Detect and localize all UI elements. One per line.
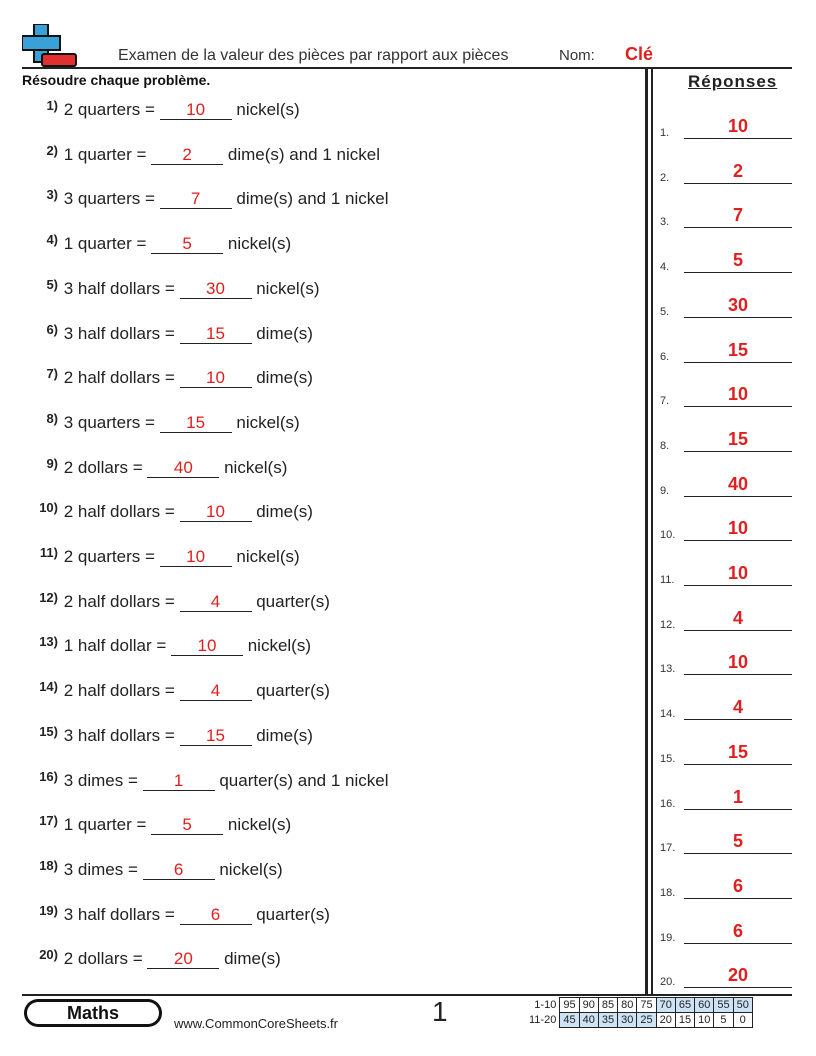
answer-row (660, 247, 792, 273)
problem-text: 3 dimes = (59, 770, 143, 790)
problem-text: 3 quarters = (59, 189, 160, 209)
problem-answer-blank: 7 (160, 189, 232, 209)
problem-answer-blank: 10 (160, 100, 232, 120)
answer-number: 9. (660, 484, 670, 497)
problem-row (22, 142, 380, 173)
answer-value: 7 (732, 205, 743, 226)
answer-row (660, 828, 792, 854)
score-cell: 40 (579, 1013, 598, 1028)
score-cell: 50 (733, 998, 752, 1013)
problem-unit: nickel(s) (223, 815, 292, 835)
problem-number: 11) (39, 545, 58, 560)
problem-text: 2 dollars = (59, 457, 148, 477)
score-row (526, 1013, 752, 1028)
problem-number: 19) (39, 902, 58, 918)
problem-text: 3 half dollars = (59, 904, 180, 924)
answer-row (660, 113, 792, 139)
problem-row (22, 681, 330, 709)
problem-row (22, 768, 389, 799)
answer-number: 3. (660, 216, 670, 229)
score-cell: 60 (695, 998, 714, 1013)
problem-row (22, 455, 288, 486)
instructions: Résoudre chaque problème. (22, 72, 211, 88)
answer-number: 16. (660, 797, 676, 810)
answer-value: 4 (732, 607, 743, 628)
problem-text: 1 quarter = (59, 234, 152, 254)
answer-line (684, 496, 792, 497)
problem-answer-blank: 10 (180, 368, 252, 388)
problem-number: 3) (46, 187, 58, 203)
problem-text: 1 quarter = (59, 144, 152, 164)
answer-value: 10 (727, 384, 749, 405)
problem-answer-blank: 4 (180, 681, 252, 701)
answer-number: 8. (660, 439, 670, 452)
plus-minus-logo-icon (22, 24, 78, 68)
problem-row (22, 321, 313, 352)
problem-number: 9) (46, 455, 58, 471)
score-cell: 35 (598, 1013, 617, 1028)
problem-row (22, 234, 291, 262)
problem-unit: quarter(s) (251, 681, 330, 701)
answer-line (684, 898, 792, 899)
answer-line (684, 943, 792, 944)
answer-value: 1 (732, 786, 743, 807)
answer-row (660, 784, 792, 810)
score-range-label: 1-10 (534, 999, 557, 1011)
score-cell: 30 (618, 1013, 637, 1028)
problem-row (22, 547, 300, 575)
problem-text: 2 half dollars = (59, 591, 180, 611)
score-cell: 75 (637, 998, 656, 1013)
answer-number: 5. (660, 305, 670, 318)
answer-row (660, 158, 792, 184)
answer-row (660, 873, 792, 899)
problem-row (22, 636, 311, 664)
problem-unit: dime(s) and 1 nickel (231, 189, 389, 209)
answer-line (684, 585, 792, 586)
score-cell: 65 (675, 998, 694, 1013)
answer-line (684, 853, 792, 854)
answer-row (660, 605, 792, 631)
answer-number: 19. (660, 931, 676, 944)
problem-row (22, 100, 300, 128)
footer-divider (22, 994, 792, 996)
answer-value: 15 (727, 428, 749, 449)
answer-value: 10 (727, 518, 749, 539)
score-cell: 20 (656, 1013, 675, 1028)
problem-row (22, 189, 388, 217)
problem-unit: quarter(s) and 1 nickel (214, 770, 389, 790)
score-cell: 85 (598, 998, 617, 1013)
problem-number: 1) (46, 98, 58, 113)
answer-number: 1. (660, 127, 670, 139)
answer-row (660, 292, 792, 318)
problem-unit: nickel(s) (231, 547, 300, 566)
answer-number: 13. (660, 663, 676, 676)
answer-line (684, 317, 792, 318)
answer-line (684, 183, 792, 184)
problem-text: 3 half dollars = (59, 278, 180, 298)
problem-row (22, 410, 300, 441)
answer-number: 10. (660, 529, 676, 542)
page-number: 1 (432, 996, 448, 1027)
answer-row (660, 694, 792, 720)
score-row (526, 998, 752, 1013)
answer-row (660, 337, 792, 363)
answer-row (660, 202, 792, 228)
answer-number: 17. (660, 842, 676, 855)
problem-row (22, 502, 313, 530)
score-cell: 15 (675, 1013, 694, 1028)
problem-answer-blank: 40 (147, 458, 219, 478)
problem-unit: dime(s) (251, 323, 313, 343)
problem-text: 3 half dollars = (59, 323, 180, 343)
problem-row (22, 723, 313, 754)
worksheet-title: Examen de la valeur des pièces par rapport aux pièces (118, 47, 509, 64)
problem-unit: nickel(s) (214, 859, 283, 879)
problem-row (22, 368, 313, 396)
score-cell: 70 (656, 998, 675, 1013)
score-cell: 45 (560, 1013, 579, 1028)
problem-text: 1 quarter = (59, 815, 152, 835)
score-cell: 80 (618, 998, 637, 1013)
answer-number: 12. (660, 618, 676, 631)
answer-value: 5 (732, 831, 743, 852)
problem-row (22, 902, 330, 933)
problem-answer-blank: 10 (180, 502, 252, 522)
problem-text: 2 quarters = (59, 547, 160, 566)
score-cell: 95 (560, 998, 579, 1013)
problem-row (22, 949, 281, 977)
problem-number: 4) (46, 232, 58, 248)
problem-number: 15) (39, 723, 58, 739)
answer-line (684, 809, 792, 810)
answer-number: 14. (660, 708, 676, 721)
problem-number: 10) (39, 500, 58, 516)
score-cell: 90 (579, 998, 598, 1013)
problem-text: 3 dimes = (59, 859, 143, 879)
problem-number: 13) (39, 634, 58, 650)
answer-value: 6 (732, 920, 743, 941)
answer-number: 11. (660, 574, 675, 586)
problem-unit: nickel(s) (231, 100, 300, 119)
answer-row (660, 649, 792, 675)
problem-answer-blank: 2 (151, 145, 223, 165)
answer-number: 15. (660, 752, 676, 765)
answer-row (660, 962, 792, 988)
answer-line (684, 630, 792, 631)
problem-number: 8) (46, 410, 58, 426)
problem-number: 6) (46, 321, 58, 337)
answer-number: 2. (660, 171, 670, 184)
answer-number: 6. (660, 350, 670, 363)
problem-unit: quarter(s) (251, 904, 330, 924)
answer-value: 6 (732, 875, 743, 896)
problem-row (22, 857, 283, 888)
problem-unit: dime(s) (251, 368, 313, 388)
answer-row (660, 560, 792, 586)
answer-number: 4. (660, 261, 670, 274)
answer-line (684, 227, 792, 228)
answer-value: 10 (727, 652, 749, 673)
score-cell: 5 (714, 1013, 733, 1028)
problem-unit: dime(s) (251, 725, 313, 745)
answer-row (660, 471, 792, 497)
answer-line (684, 987, 792, 988)
problem-text: 2 half dollars = (59, 681, 180, 701)
answer-row (660, 918, 792, 944)
problem-row (22, 815, 291, 843)
problem-number: 2) (46, 142, 58, 158)
problem-number: 5) (46, 276, 58, 292)
answer-line (684, 540, 792, 541)
answer-line (684, 406, 792, 407)
problem-number: 18) (39, 857, 58, 873)
problem-unit: dime(s) (251, 502, 313, 522)
problem-unit: nickel(s) (251, 278, 320, 298)
problem-answer-blank: 4 (180, 592, 252, 612)
answer-value: 30 (727, 294, 749, 315)
score-cell: 25 (637, 1013, 656, 1028)
answers-heading: Réponses (688, 72, 778, 91)
answer-value: 5 (732, 250, 743, 271)
problem-answer-blank: 10 (160, 547, 232, 567)
problem-number: 7) (46, 366, 58, 382)
answer-key-label: Clé (625, 44, 654, 64)
header-divider (22, 67, 792, 69)
problem-text: 2 half dollars = (59, 368, 180, 388)
problem-answer-blank: 15 (180, 726, 252, 746)
score-cell: 10 (695, 1013, 714, 1028)
score-cell: 0 (733, 1013, 752, 1028)
problem-number: 20) (39, 947, 58, 963)
problem-answer-blank: 6 (180, 905, 252, 925)
problem-unit: quarter(s) (251, 591, 330, 611)
answer-value: 40 (727, 473, 749, 494)
problem-answer-blank: 1 (143, 771, 215, 791)
problem-unit: dime(s) (219, 949, 281, 969)
problem-number: 16) (39, 768, 58, 784)
problem-text: 1 half dollar = (59, 636, 171, 656)
site-url: www.CommonCoreSheets.fr (174, 1016, 338, 1031)
subject-badge-label: Maths (27, 1002, 159, 1024)
problem-answer-blank: 6 (143, 860, 215, 880)
answer-row (660, 426, 792, 452)
answer-line (684, 451, 792, 452)
answer-value: 10 (727, 563, 749, 583)
problem-answer-blank: 5 (151, 815, 223, 835)
score-table (526, 997, 753, 1028)
answer-value: 10 (727, 116, 749, 136)
problem-row (22, 276, 320, 307)
answer-value: 15 (727, 339, 749, 360)
problem-text: 2 half dollars = (59, 502, 180, 522)
problem-unit: dime(s) and 1 nickel (223, 144, 380, 164)
answer-row (660, 739, 792, 765)
answer-line (684, 764, 792, 765)
problem-answer-blank: 15 (160, 413, 232, 433)
answer-value: 20 (727, 965, 749, 986)
problem-row (22, 589, 330, 620)
problem-answer-blank: 20 (147, 949, 219, 969)
answer-line (684, 138, 792, 139)
answer-value: 15 (727, 741, 749, 762)
name-label: Nom: (559, 47, 595, 64)
problem-text: 2 quarters = (59, 100, 160, 119)
problem-text: 2 dollars = (59, 949, 148, 969)
problem-unit: nickel(s) (219, 457, 288, 477)
problem-answer-blank: 5 (151, 234, 223, 254)
column-divider-inner (651, 68, 653, 994)
answer-value: 2 (732, 160, 743, 181)
problem-text: 3 half dollars = (59, 725, 180, 745)
answer-number: 18. (660, 886, 676, 899)
answer-line (684, 674, 792, 675)
answer-line (684, 272, 792, 273)
problem-answer-blank: 30 (180, 279, 252, 299)
answer-line (684, 362, 792, 363)
column-divider (645, 68, 648, 994)
answer-line (684, 719, 792, 720)
score-range-label: 11-20 (529, 1014, 557, 1026)
problem-number: 12) (39, 589, 58, 605)
problem-answer-blank: 10 (171, 636, 243, 656)
problem-answer-blank: 15 (180, 324, 252, 344)
problem-number: 17) (39, 813, 58, 829)
score-cell: 55 (714, 998, 733, 1013)
problem-unit: nickel(s) (231, 412, 300, 432)
answer-row (660, 515, 792, 541)
answer-number: 20. (660, 976, 676, 989)
problem-text: 3 quarters = (59, 412, 160, 432)
problem-number: 14) (39, 679, 58, 695)
answer-number: 7. (660, 395, 670, 408)
answer-row (660, 381, 792, 407)
problem-unit: nickel(s) (223, 234, 292, 254)
problem-unit: nickel(s) (243, 636, 312, 656)
answer-value: 4 (732, 697, 743, 718)
